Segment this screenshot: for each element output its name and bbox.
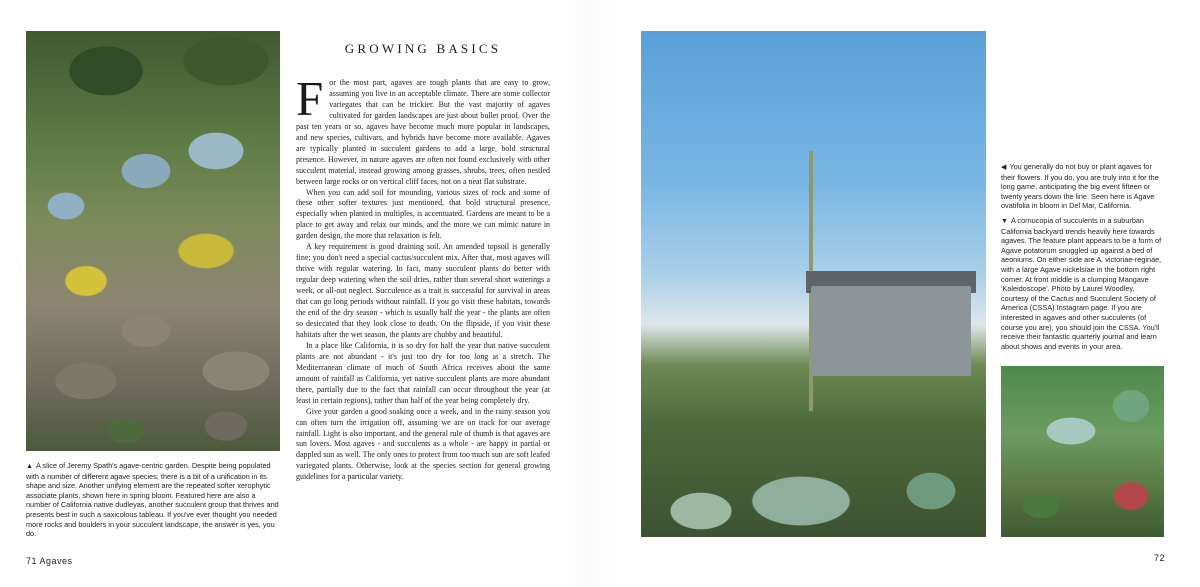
agave-bloom-photo (641, 31, 986, 537)
body-text (296, 71, 550, 483)
right-caption-top-text: You generally do not buy or plant agaves for their flowers. If you do, you are truly into it for the long game, anticipating the big event fifteen or twenty years down the line. Seen here is Agave ovatifolia in bloom in Del Mar, California. (1001, 162, 1159, 211)
book-gutter (560, 0, 620, 587)
right-caption-bottom-text: A cornucopia of succulents in a suburban California backyard trends heavily here towards agaves. The feature plant appears to be a form of Agave potatorum snuggled up against a bed of aeoniums. On either side are A. victoriae-reginae, with a large Agave nickelsiae in the bottom right corner. At front middle is a clumping Mangave 'Kaleidoscope'. Photo by Laurel Woodley, courtesy of the Cactus and Succulent Society of America (CSSA) Instagram page. If you are interested in agaves and other succulents (of course you are), you should join the CSSA. You'll receive their fantastic quarterly journal and learn about shows and events in your area. (1001, 216, 1162, 351)
paragraph: A key requirement is good draining soil. An amended topsoil is generally fine; you don't need a special cactus/succulent mix. After that, most agaves will thrive with regular watering. In fact, many succulent plants do better with regular deep watering when the soil dries, rather than several short waterings a week, or all-out neglect. Succulence as a trait is successful for survival in areas that can go long periods without rainfall. If you go visit these habitats, towards the end of the dry season - which is usually half the year - the plants are often so desiccated that they look close to death. On the flipside, if you visit these habitats after the wet season, the plants are chubby and beautiful. (296, 242, 550, 339)
drop-cap: F (296, 71, 324, 126)
triangle-up-icon: ▲ (26, 463, 33, 470)
paragraph: Give your garden a good soaking once a week, and in the rainy season you can often turn the irrigation off, assuming we are on track for our average rainfall. Light is also important, and the general rule of thumb is that agaves are sun lovers. Most agaves - and succulents as a whole - are happy in partial or dappled sun as well. The only ones to protect from too much sun are soft leafed variegated plants. Otherwise, look at the species section for general growing guidelines for a particular variety. (296, 406, 550, 482)
right-caption-bottom (1001, 216, 1164, 351)
paragraph: For the most part, agaves are tough plants that are easy to grow, assuming you live in an acceptable climate. There are some collector variegates that can be trickier. But the vast majority of agaves cultivated for garden landscapes are just about bullet proof. Over the past ten years or so, agaves have become much more popular in landscapes, and new species, cultivars, and hybrids have become more available. Agaves are typically planted in succulent gardens to add a large, bold structural presence. However, in nature agaves are often not found exclusively with other succulent material, instead growing among grasses, shrubs, trees, often nestled between large rocks or on vertical cliff faces, not on a neat flat substrate. (296, 71, 550, 186)
agave-garden-photo (26, 31, 280, 451)
house (811, 286, 971, 376)
right-caption-top (1001, 162, 1164, 211)
page-folio-right: 72 (1154, 553, 1166, 563)
page-folio-left: 71 Agaves (26, 556, 73, 566)
section-heading: GROWING BASICS (344, 41, 502, 56)
left-photo-caption (26, 461, 280, 539)
paragraph: In a place like California, it is so dry for half the year that native succulent plants are not abundant - it's just too dry for too long at a stretch. The Mediterranean climate of much of South Africa receives about the same amount of rainfall as California, yet native succulent plants are more abundant there, partially due to the fact that rainfall can occur throughout the year (at least in certain regions), rather than half of the year being completely dry. (296, 340, 550, 405)
triangle-down-icon: ▼ (1001, 218, 1008, 225)
paragraph: When you can add soil for mounding, various sizes of rock and some of these other softer textures just mentioned, that bold structural presence, especially when planted in multiples, is accentuated. Gardens are meant to be a place to get away and relax our minds, and the more we can mimic nature in garden design, the more that relaxation is felt. (296, 187, 550, 241)
triangle-left-icon: ◀ (1001, 164, 1007, 171)
left-caption-text: A slice of Jeremy Spath's agave-centric garden. Despite being populated with a number of different agave species, there is a bit of a unification in its shape and size. Another unifying element are the repeated softer xerophytic associate plants, shown here in spring bloom. Featured here are also a number of California native dudleyas, another succulent group that thrives and presents best in such a saxicolous tableau. If you've ever thought you needed more rocks and boulders in your succulent landscape, the answer is yes, you do. (26, 461, 279, 539)
succulent-backyard-photo (1001, 366, 1164, 537)
